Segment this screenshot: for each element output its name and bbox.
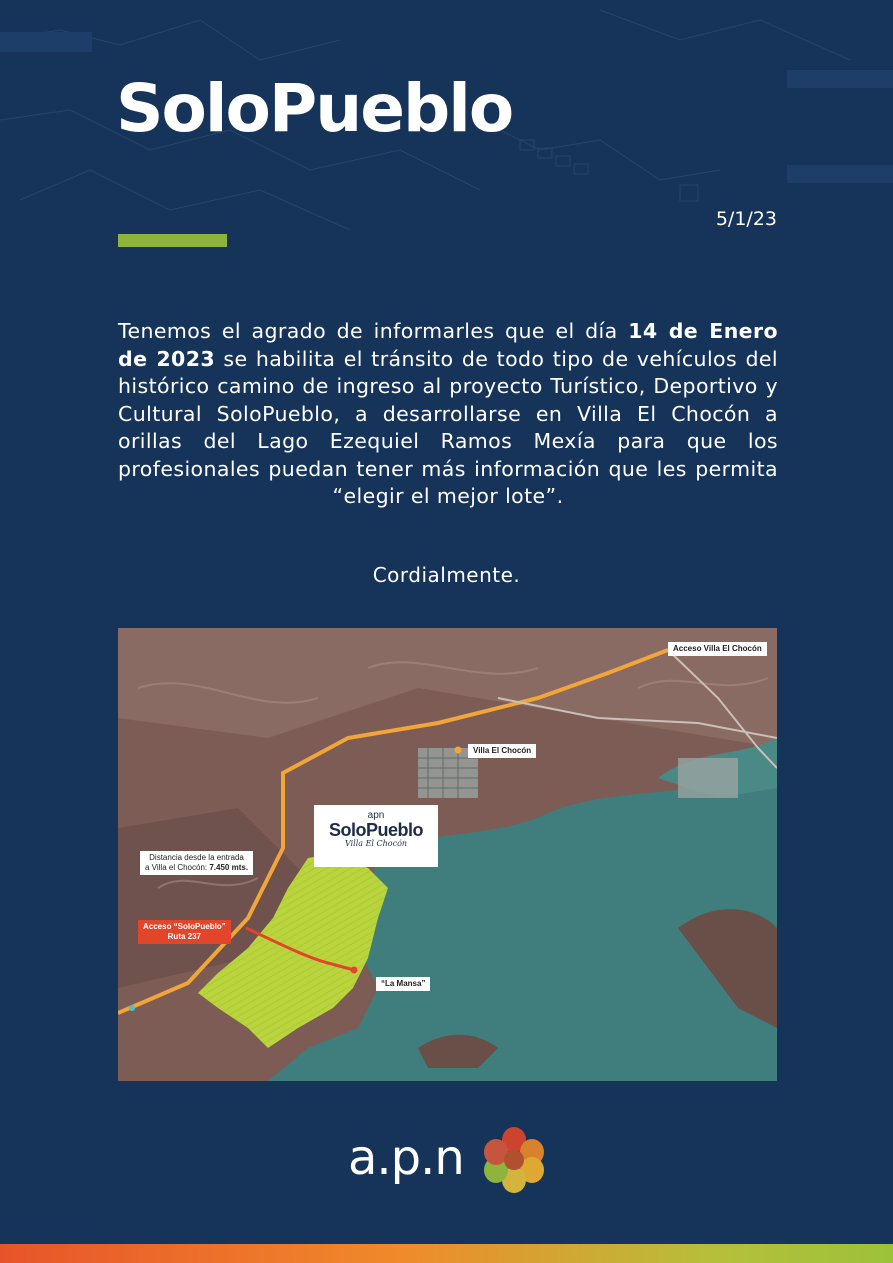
announcement-intro: Tenemos el agrado de informarles que el día	[118, 319, 629, 343]
label-distancia-value: 7.450 mts.	[209, 863, 249, 872]
map-logo-solopueblo: SoloPueblo	[329, 820, 423, 840]
label-acceso-solopueblo	[138, 920, 231, 944]
label-distancia-line1: Distancia desde la entrada	[149, 853, 244, 862]
brand-title: SoloPueblo	[116, 70, 513, 147]
apn-footer-logo	[348, 1124, 548, 1196]
announcement-date: 14 de Enero de 2023	[118, 319, 778, 371]
label-acceso-villa: Acceso Villa El Chocón	[668, 642, 767, 656]
map-logo-apn: apn	[367, 810, 385, 821]
label-acceso-solopueblo-line1: Acceso “SoloPueblo”	[143, 922, 226, 931]
bottom-gradient-stripe	[0, 1244, 893, 1263]
label-distancia	[140, 851, 253, 875]
label-la-mansa: “La Mansa”	[376, 977, 430, 991]
map-solopueblo-logo	[314, 805, 438, 867]
label-distancia-prefix: a Villa el Chocón:	[145, 863, 210, 872]
label-villa-el-chocon: Villa El Chocón	[468, 744, 536, 758]
apn-flower-icon	[480, 1126, 548, 1194]
location-map	[118, 628, 777, 1081]
document-date: 5/1/23	[715, 208, 777, 230]
label-distancia-line2	[145, 863, 248, 873]
map-logo-villa: Villa El Chocón	[344, 839, 408, 848]
announcement-paragraph	[118, 318, 778, 511]
accent-bar	[118, 234, 227, 247]
announcement-rest: se habilita el tránsito de todo tipo de vehículos del histórico camino de ingreso al proyecto Turístico, Deportivo y Cultural SoloPueblo, a desarrollarse en Villa El Chocón a orillas del Lago Ezequiel Ramos Mexía para que los profesionales puedan tener más información que les permita “elegir el mejor lote”.	[118, 346, 778, 508]
label-acceso-solopueblo-line2: Ruta 237	[167, 932, 202, 941]
closing-text: Cordialmente.	[372, 563, 521, 587]
apn-logo-text: a.p.n	[348, 1130, 464, 1186]
